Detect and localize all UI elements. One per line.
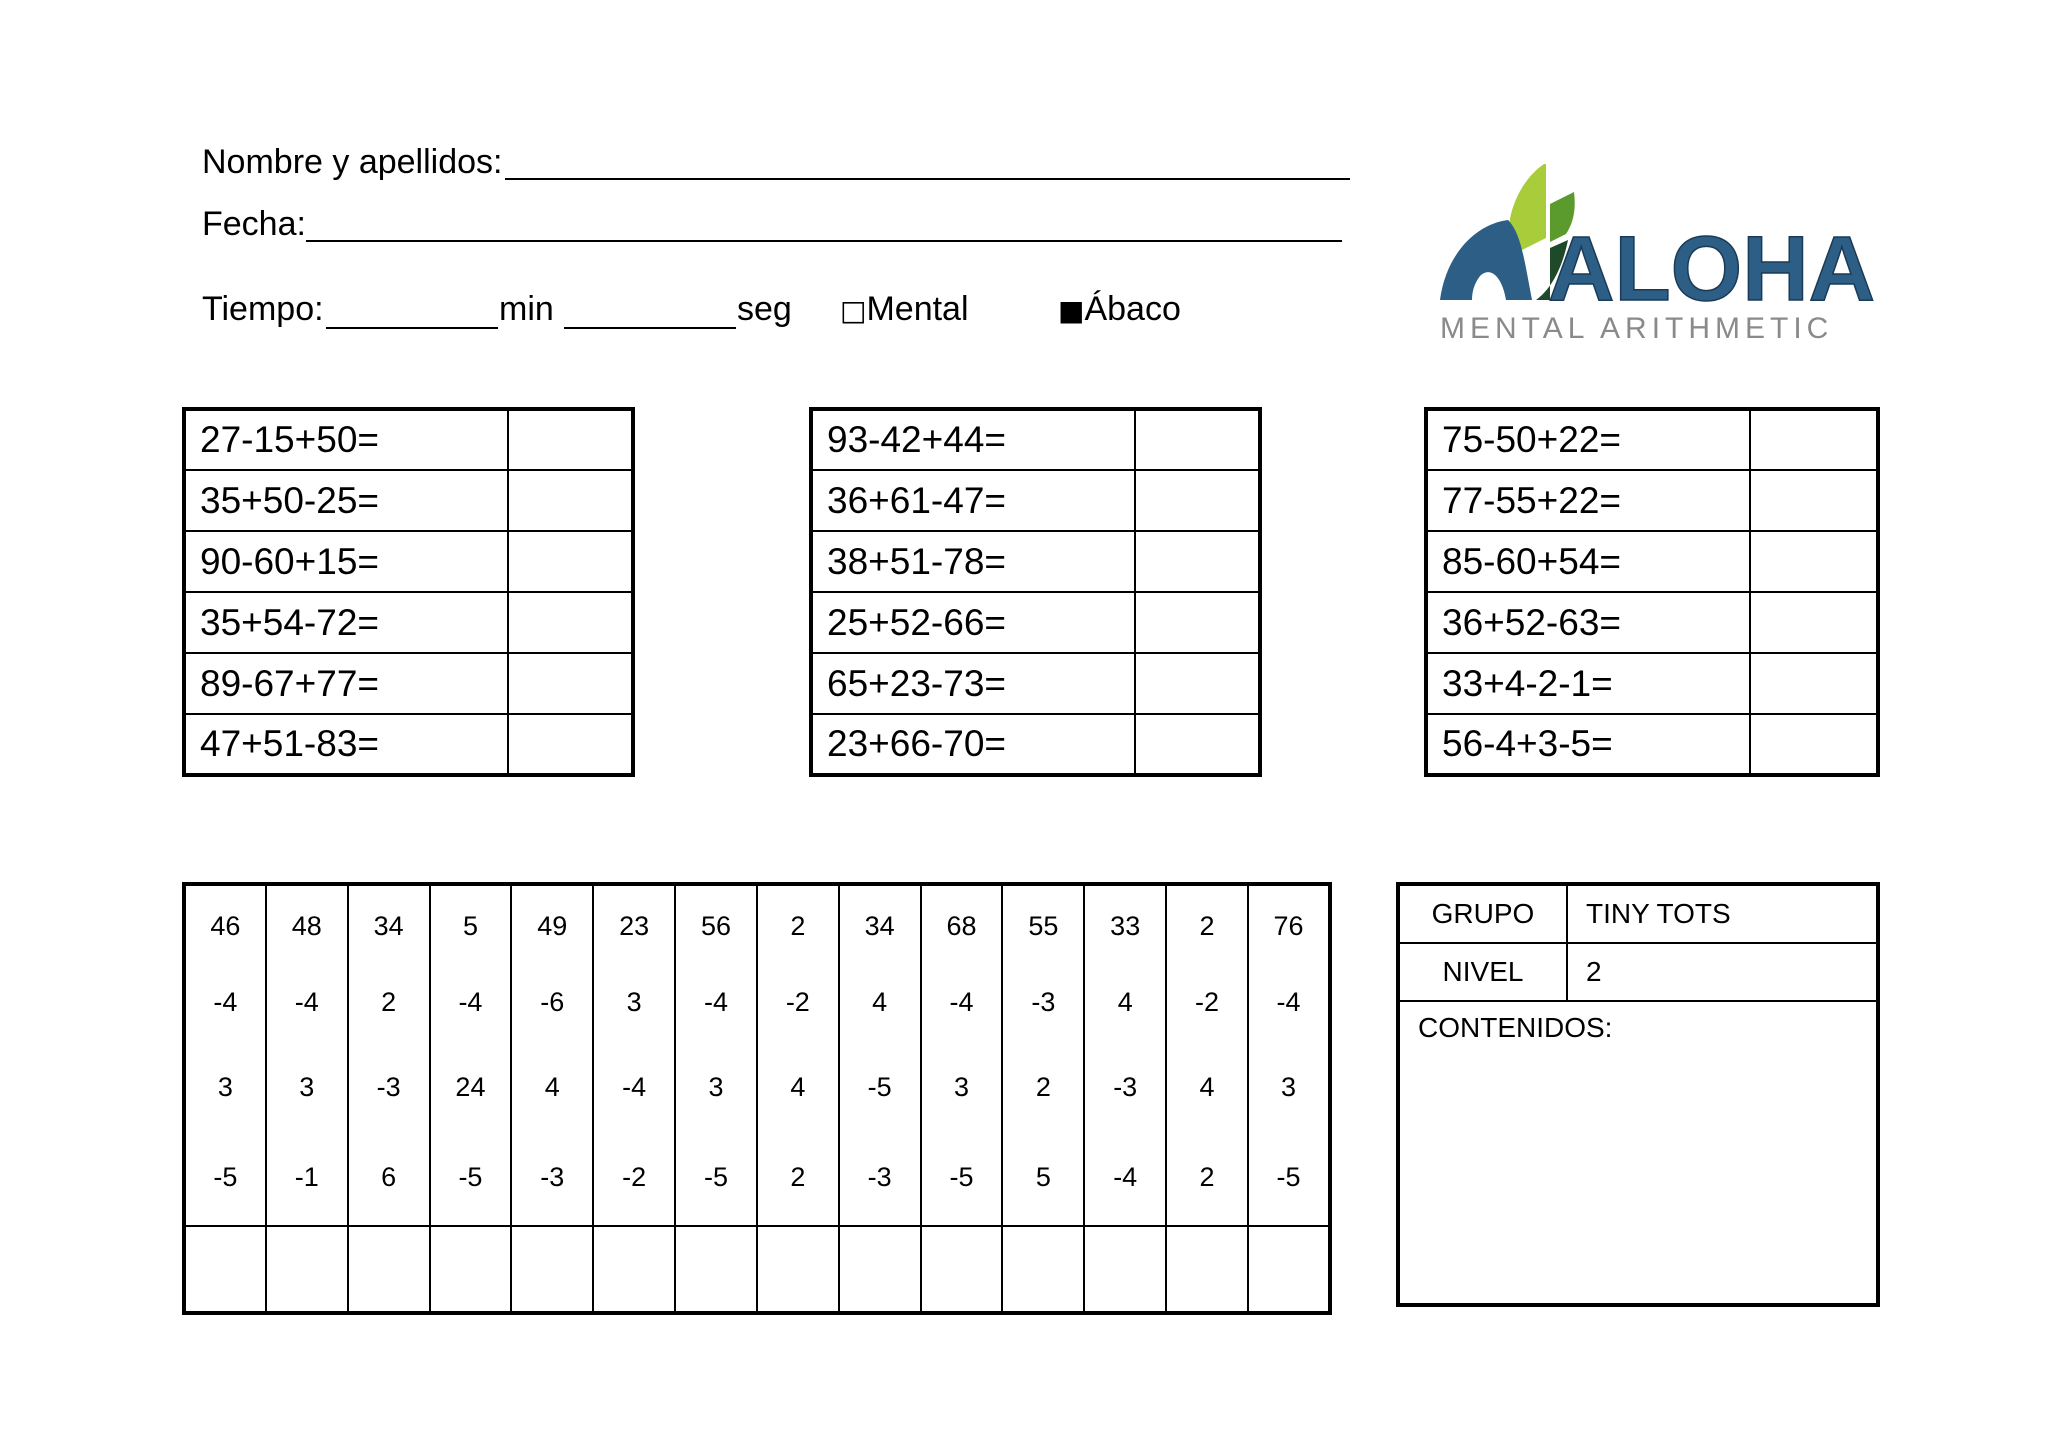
column-number-cell: 6: [348, 1130, 430, 1226]
column-answer-cell[interactable]: [430, 1226, 512, 1313]
column-number-cell: -4: [184, 960, 266, 1045]
table-row: [1426, 531, 1878, 592]
column-number-cell: 5: [430, 884, 512, 960]
table-row: [811, 714, 1260, 775]
column-number-cell: 4: [511, 1045, 593, 1130]
answer-cell[interactable]: [1750, 409, 1878, 470]
table-row: [1426, 409, 1878, 470]
exercise-table-1: [182, 407, 635, 777]
exercise-cell: 27-15+50=: [184, 409, 508, 470]
column-answer-cell[interactable]: [348, 1226, 430, 1313]
column-number-cell: 3: [266, 1045, 348, 1130]
answer-cell[interactable]: [1135, 531, 1260, 592]
column-answer-cell[interactable]: [1248, 1226, 1330, 1313]
exercise-cell: 93-42+44=: [811, 409, 1135, 470]
logo-tagline-text: MENTAL ARITHMETIC: [1440, 312, 1834, 345]
mental-checkbox-icon[interactable]: □: [840, 294, 867, 327]
column-number-cell: -4: [266, 960, 348, 1045]
abacus-option[interactable]: [1058, 289, 1181, 331]
answer-cell[interactable]: [508, 409, 633, 470]
column-answer-cell[interactable]: [511, 1226, 593, 1313]
exercise-cell: 85-60+54=: [1426, 531, 1750, 592]
answer-cell[interactable]: [1135, 470, 1260, 531]
exercise-cell: 75-50+22=: [1426, 409, 1750, 470]
answer-cell[interactable]: [508, 531, 633, 592]
contents-label: CONTENIDOS:: [1418, 1012, 1613, 1043]
column-number-cell: -5: [184, 1130, 266, 1226]
column-answer-cell[interactable]: [1166, 1226, 1248, 1313]
exercise-cell: 35+54-72=: [184, 592, 508, 653]
table-row: [1426, 470, 1878, 531]
answer-cell[interactable]: [1750, 470, 1878, 531]
column-number-cell: 34: [348, 884, 430, 960]
column-answer-cell[interactable]: [757, 1226, 839, 1313]
table-row: [811, 531, 1260, 592]
answer-cell[interactable]: [508, 714, 633, 775]
exercise-cell: 33+4-2-1=: [1426, 653, 1750, 714]
column-number-cell: 68: [921, 884, 1003, 960]
answer-row: [184, 1226, 1330, 1313]
exercise-cell: 56-4+3-5=: [1426, 714, 1750, 775]
column-number-cell: -2: [757, 960, 839, 1045]
column-number-cell: -4: [593, 1045, 675, 1130]
table-row: [1426, 653, 1878, 714]
column-number-cell: -4: [1084, 1130, 1166, 1226]
mental-label: Mental: [866, 290, 969, 328]
answer-cell[interactable]: [1135, 592, 1260, 653]
answer-cell[interactable]: [1750, 653, 1878, 714]
time-label: Tiempo:: [202, 290, 324, 328]
exercise-cell: 47+51-83=: [184, 714, 508, 775]
column-number-cell: 48: [266, 884, 348, 960]
column-number-cell: -3: [511, 1130, 593, 1226]
column-number-cell: 49: [511, 884, 593, 960]
exercise-cell: 25+52-66=: [811, 592, 1135, 653]
mental-option[interactable]: [840, 289, 969, 331]
exercise-cell: 89-67+77=: [184, 653, 508, 714]
column-number-cell: 2: [757, 884, 839, 960]
answer-cell[interactable]: [508, 470, 633, 531]
column-number-cell: 3: [1248, 1045, 1330, 1130]
table-row: [184, 409, 633, 470]
column-number-cell: -5: [921, 1130, 1003, 1226]
column-answer-cell[interactable]: [921, 1226, 1003, 1313]
column-number-cell: 3: [593, 960, 675, 1045]
level-row: [1400, 944, 1876, 1002]
table-row: [811, 592, 1260, 653]
table-row: [184, 1130, 1330, 1226]
minutes-line[interactable]: [326, 327, 498, 329]
seconds-label: seg: [737, 290, 792, 328]
answer-cell[interactable]: [1135, 714, 1260, 775]
date-label: Fecha:: [202, 205, 306, 243]
column-number-cell: -1: [266, 1130, 348, 1226]
column-number-cell: -3: [1002, 960, 1084, 1045]
column-number-cell: 2: [348, 960, 430, 1045]
column-answer-cell[interactable]: [266, 1226, 348, 1313]
column-number-cell: 56: [675, 884, 757, 960]
exercise-table-2: [809, 407, 1262, 777]
column-number-cell: 23: [593, 884, 675, 960]
column-number-cell: 3: [921, 1045, 1003, 1130]
group-row: [1400, 886, 1876, 944]
column-number-cell: 4: [839, 960, 921, 1045]
column-number-cell: -5: [839, 1045, 921, 1130]
table-row: [184, 884, 1330, 960]
column-number-cell: 2: [1002, 1045, 1084, 1130]
column-number-cell: -3: [348, 1045, 430, 1130]
column-number-cell: 33: [1084, 884, 1166, 960]
column-number-cell: -5: [430, 1130, 512, 1226]
answer-cell[interactable]: [508, 592, 633, 653]
name-line[interactable]: [505, 178, 1350, 180]
exercise-cell: 23+66-70=: [811, 714, 1135, 775]
table-row: [184, 470, 633, 531]
column-number-cell: 2: [1166, 884, 1248, 960]
exercise-cell: 36+61-47=: [811, 470, 1135, 531]
table-row: [811, 470, 1260, 531]
column-number-cell: 55: [1002, 884, 1084, 960]
table-row: [184, 960, 1330, 1045]
aloha-logo: [1436, 158, 1876, 348]
table-row: [184, 714, 633, 775]
table-row: [184, 1045, 1330, 1130]
answer-cell[interactable]: [1135, 653, 1260, 714]
abacus-label: Ábaco: [1084, 290, 1181, 328]
answer-cell[interactable]: [1750, 714, 1878, 775]
column-number-cell: 3: [184, 1045, 266, 1130]
column-number-cell: 46: [184, 884, 266, 960]
exercise-cell: 38+51-78=: [811, 531, 1135, 592]
level-label: NIVEL: [1400, 944, 1568, 1000]
group-label: GRUPO: [1400, 886, 1568, 942]
exercise-cell: 36+52-63=: [1426, 592, 1750, 653]
column-number-cell: -3: [1084, 1045, 1166, 1130]
group-value: TINY TOTS: [1586, 898, 1731, 929]
minutes-label: min: [499, 290, 554, 328]
table-row: [1426, 592, 1878, 653]
column-number-cell: -4: [675, 960, 757, 1045]
column-number-cell: -4: [1248, 960, 1330, 1045]
column-answer-cell[interactable]: [675, 1226, 757, 1313]
column-number-cell: 4: [757, 1045, 839, 1130]
column-number-cell: 2: [757, 1130, 839, 1226]
abacus-checkbox-icon[interactable]: ■: [1058, 294, 1085, 327]
column-number-cell: 2: [1166, 1130, 1248, 1226]
column-exercises-table: [182, 882, 1332, 1315]
column-number-cell: -5: [1248, 1130, 1330, 1226]
column-number-cell: -3: [839, 1130, 921, 1226]
table-row: [811, 653, 1260, 714]
column-number-cell: -4: [430, 960, 512, 1045]
table-row: [184, 653, 633, 714]
exercise-cell: 77-55+22=: [1426, 470, 1750, 531]
column-answer-cell[interactable]: [593, 1226, 675, 1313]
column-number-cell: -2: [1166, 960, 1248, 1045]
column-number-cell: 34: [839, 884, 921, 960]
column-number-cell: -2: [593, 1130, 675, 1226]
name-label: Nombre y apellidos:: [202, 143, 503, 181]
exercise-cell: 90-60+15=: [184, 531, 508, 592]
column-answer-cell[interactable]: [184, 1226, 266, 1313]
table-row: [184, 592, 633, 653]
column-number-cell: 76: [1248, 884, 1330, 960]
column-number-cell: 24: [430, 1045, 512, 1130]
exercise-cell: 65+23-73=: [811, 653, 1135, 714]
column-number-cell: 5: [1002, 1130, 1084, 1226]
table-row: [184, 531, 633, 592]
column-number-cell: 3: [675, 1045, 757, 1130]
logo-brand-text: ALOHA: [1548, 218, 1876, 320]
column-number-cell: -6: [511, 960, 593, 1045]
seconds-line[interactable]: [564, 327, 736, 329]
exercise-table-3: [1424, 407, 1880, 777]
answer-cell[interactable]: [508, 653, 633, 714]
answer-cell[interactable]: [1750, 592, 1878, 653]
column-answer-cell[interactable]: [839, 1226, 921, 1313]
exercise-cell: 35+50-25=: [184, 470, 508, 531]
answer-cell[interactable]: [1750, 531, 1878, 592]
column-number-cell: -5: [675, 1130, 757, 1226]
info-table: [1396, 882, 1880, 1307]
column-number-cell: 4: [1084, 960, 1166, 1045]
column-number-cell: 4: [1166, 1045, 1248, 1130]
table-row: [1426, 714, 1878, 775]
table-row: [811, 409, 1260, 470]
column-number-cell: -4: [921, 960, 1003, 1045]
column-answer-cell[interactable]: [1002, 1226, 1084, 1313]
date-line[interactable]: [306, 240, 1342, 242]
level-value: 2: [1586, 956, 1602, 987]
column-answer-cell[interactable]: [1084, 1226, 1166, 1313]
answer-cell[interactable]: [1135, 409, 1260, 470]
